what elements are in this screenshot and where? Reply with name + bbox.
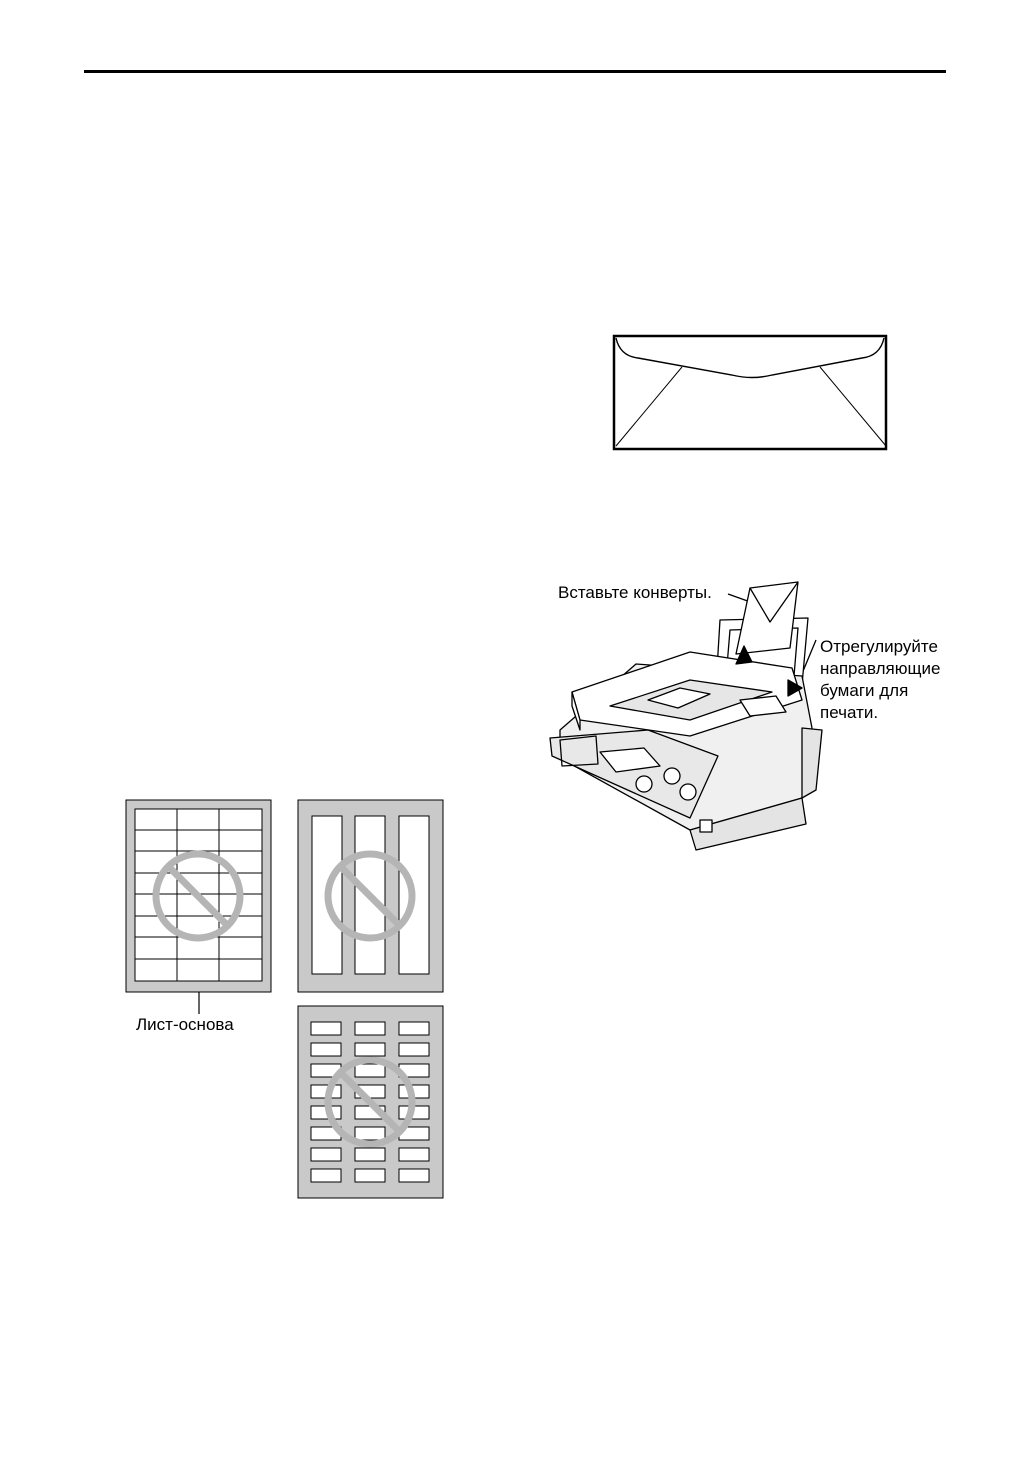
prohibition-icon (322, 1054, 418, 1150)
backing-sheet-label: Лист-основа (136, 1015, 234, 1034)
envelope-icon (612, 334, 890, 452)
backing-sheet-pointer (198, 992, 200, 1014)
prohibition-icon (322, 848, 418, 944)
prohibition-icon (150, 848, 246, 944)
adjust-guides-label: Отрегулируйте направляющие бумаги для печати. (820, 637, 941, 722)
label-sheet-grid (126, 800, 271, 992)
header-rule (84, 70, 946, 73)
fax-machine-icon (540, 580, 830, 860)
label-sheet-small (298, 1006, 443, 1198)
label-sheet-strips (298, 800, 443, 992)
insert-envelopes-label: Вставьте конверты. (558, 583, 712, 602)
